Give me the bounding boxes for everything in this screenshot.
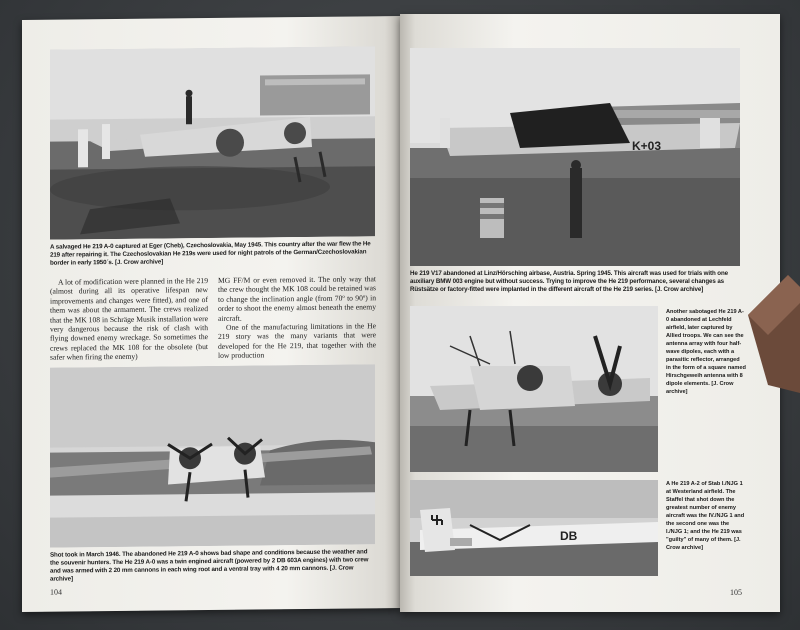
right-page (400, 14, 780, 612)
body-paragraph: MG FF/M or even removed it. The only way that the crew thought the MK 108 could be retained was to change the inclination angle (from 70º to 90º) in order to shoot the enemy almost beneath the enemy aircraft. (218, 274, 376, 323)
left-page (22, 16, 400, 612)
wooden-block (748, 275, 800, 395)
body-paragraph: One of the manufacturing limitations in the He 219 story was the many variants that were developed for the He 219, that together with the low production (218, 321, 376, 361)
plane-code: K+03 (632, 139, 662, 153)
photo-he219-westerland (410, 480, 658, 576)
page-number: 105 (730, 588, 742, 597)
side-caption: Another sabotaged He 219 A-0 abandoned at Lechfeld airfield, later captured by Allied troops. We can see the antenna array with four half-wave dipoles, each with a parasitic reflector, arranged in the form of a square named Hirschgeweih antenna with 8 dipole elements. [J. Crow archive] (666, 309, 746, 395)
photo-abandoned-he219 (50, 364, 375, 547)
open-book (22, 6, 780, 618)
side-caption: A He 219 A-2 of Stab I./NJG 1 at Westerland airfield. The Staffel that shot down the greatest number of enemy aircraft was the IV./NJG 1 and the second one was the I./NJG 1; and the He 219 was "guilty" of many of them. [J. Crow archive] (666, 481, 745, 551)
photo-he219-lechfeld (410, 306, 658, 472)
body-column-2 (218, 274, 376, 360)
body-column-1 (50, 276, 208, 362)
photo-captured-he219-eger (50, 46, 375, 239)
body-paragraph: A lot of modification were planned in the He 219 (almost during all its operative lifespan new improvements and changes were fitted), and one of them was about the armament. The crews realized that the MK 108 in Schräge Musik installation were very dangerous because the risk of clash with flying downed enemy wreckage. So sometimes the crews replaced the MK 108 for the obsolete (but safer when firing the enemy) (50, 276, 208, 362)
plane-code: DB (560, 529, 578, 543)
photo-caption: A salvaged He 219 A-0 captured at Eger (Cheb), Czechoslovakia, May 1945. This country after the war flew the He 219 after repairing it. The Czechoslovakian He 219s were used for night patrols of the German/Czechoslovakian border in early 1950´s. [J. Crow archive] (50, 240, 371, 267)
photo-caption: Shot took in March 1946. The abandoned He 219 A-0 shows bad shape and conditions because the weather and the souvenir hunters. The He 219 A-0 was a twin engined aircraft (powered by 2 DB 603A engines) with two crew and was armed with 2 20 mm cannons in each wing root and a ventral tray with 4 20 mm cannons. [J. Crow archive] (50, 548, 369, 583)
photo-he219-v17-linz (410, 48, 740, 266)
page-number: 104 (50, 587, 62, 597)
photo-caption: He 219 V17 abandoned at Linz/Hörsching airbase, Austria. Spring 1945. This aircraft was used for trials with one auxiliary BMW 003 engine but without success. Trying to improve the He 219 performance, several changes as Rüstsätze or factory-fitted were implanted in the different aircraft of the He 219 series. [J. Crow archive] (410, 270, 728, 293)
